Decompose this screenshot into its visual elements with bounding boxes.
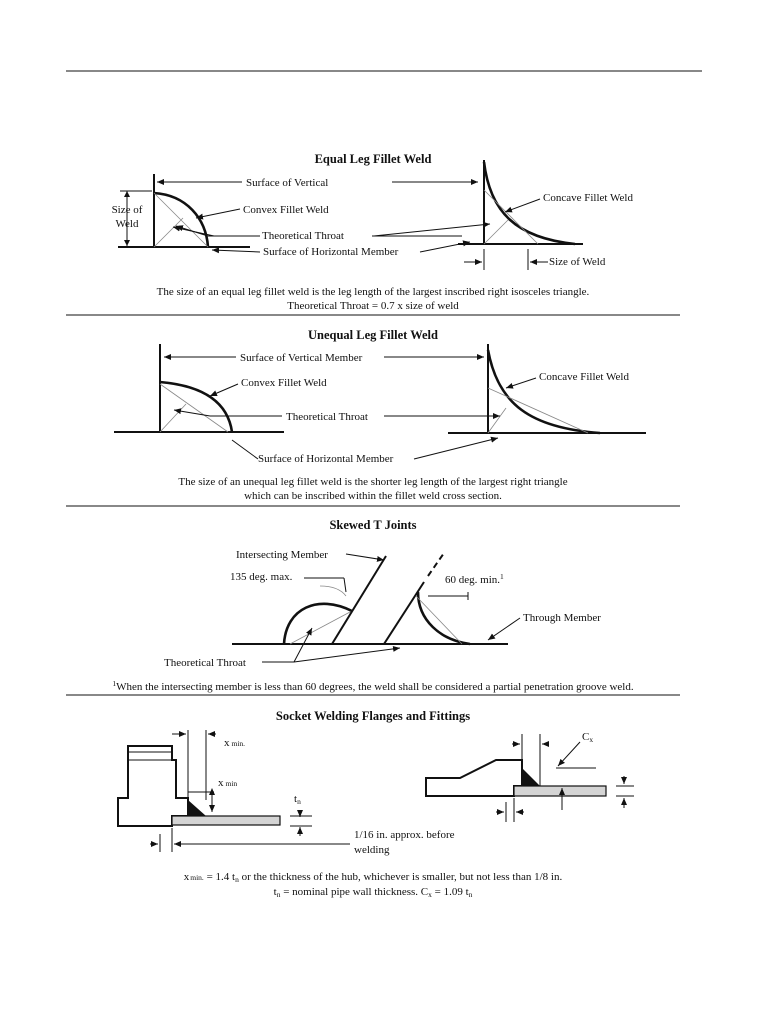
theoretical-throat-label: Theoretical Throat — [262, 230, 344, 242]
unequal-note-2: which can be inscribed within the fillet weld cross section. — [244, 490, 502, 502]
equal-note-2: Theoretical Throat = 0.7 x size of weld — [287, 300, 459, 312]
concave-fillet-weld-label: Concave Fillet Weld — [543, 192, 633, 204]
unequal-title: Unequal Leg Fillet Weld — [308, 328, 438, 342]
unequal-leg-section — [114, 328, 646, 502]
xmin-top-label: x min. — [224, 737, 246, 749]
socket-title: Socket Welding Flanges and Fittings — [275, 709, 471, 723]
equal-title: Equal Leg Fillet Weld — [314, 152, 432, 166]
unequal-note-1: The size of an unequal leg fillet weld is the shorter leg length of the largest right triangle — [178, 476, 568, 488]
equal-note-1: The size of an equal leg fillet weld is the leg length of the largest inscribed right isosceles triangle. — [156, 286, 590, 298]
unequal-concave-label: Concave Fillet Weld — [539, 371, 629, 383]
skewed-footnote: $^1$When the intersecting member is less than 60 degrees, the weld shall be considered a partial penetration groove weld. — [112, 679, 634, 693]
unequal-convex-label: Convex Fillet Weld — [241, 377, 327, 389]
skewed-title: Skewed T Joints — [329, 518, 417, 532]
formula-1: xmin. = 1.4 tn or the thickness of the hub, whichever is smaller, but not less than 1/8 in. — [183, 871, 563, 884]
size-of-weld-label-2: Weld — [115, 218, 139, 230]
unequal-surface-horizontal-label: Surface of Horizontal Member — [258, 453, 394, 465]
surface-of-vertical-label: Surface of Vertical — [246, 177, 329, 189]
size-of-weld-label-1: Size of — [111, 204, 143, 216]
size-of-weld-right-label: Size of Weld — [549, 256, 606, 268]
intersecting-member-label: Intersecting Member — [236, 549, 328, 561]
gap-label-1: 1/16 in. approx. before — [354, 829, 455, 841]
unequal-throat-label: Theoretical Throat — [286, 411, 368, 423]
min-angle-label: 60 deg. min.$^1$ — [445, 572, 504, 586]
formula-2: tn = nominal pipe wall thickness. Cx = 1.09 tn — [273, 886, 473, 899]
cx-label: Cx — [582, 731, 594, 744]
socket-section — [118, 709, 634, 899]
tn-label: tn — [294, 793, 301, 806]
xmin-mid-label: x min — [218, 777, 238, 789]
through-member-label: Through Member — [523, 612, 601, 624]
skewed-t-section — [112, 518, 633, 693]
surface-of-horizontal-label: Surface of Horizontal Member — [263, 246, 399, 258]
max-angle-label: 135 deg. max. — [230, 571, 293, 583]
convex-fillet-weld-label: Convex Fillet Weld — [243, 204, 329, 216]
equal-leg-section — [112, 152, 634, 312]
unequal-surface-vertical-label: Surface of Vertical Member — [240, 352, 363, 364]
skewed-throat-label: Theoretical Throat — [164, 657, 246, 669]
gap-label-2: welding — [354, 844, 390, 856]
